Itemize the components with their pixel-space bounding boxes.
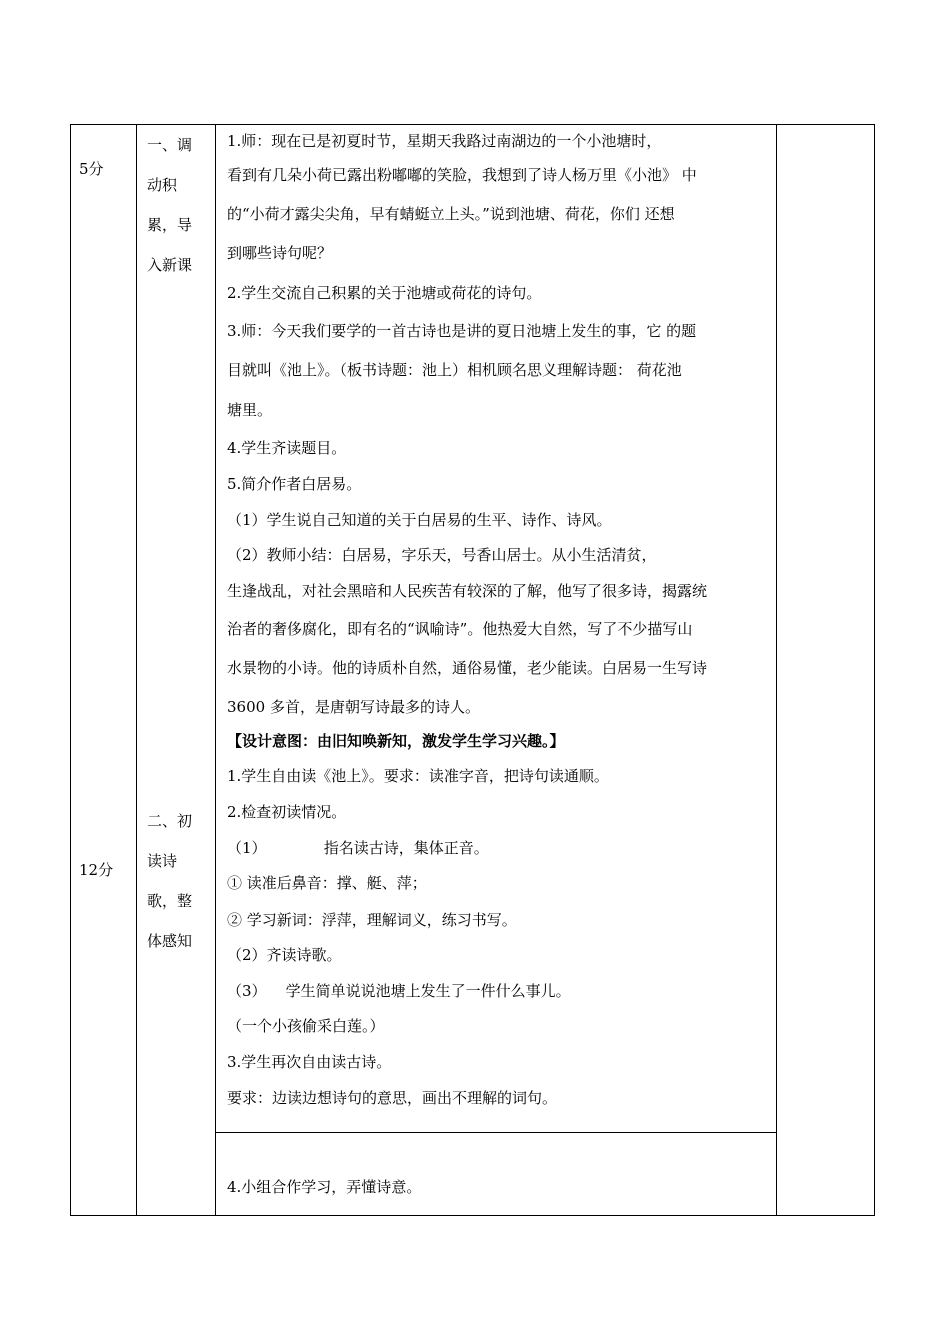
content-line: 的“小荷才露尖尖角，早有蜻蜓立上头。”说到池塘、荷花，你们 还想 bbox=[227, 205, 675, 223]
content-line: 生逢战乱，对社会黑暗和人民疾苦有较深的了解，他写了很多诗，揭露统 bbox=[227, 582, 708, 600]
content-line: 1.学生自由读《池上》。要求：读准字音，把诗句读通顺。 bbox=[227, 767, 609, 785]
content-line: 3600 多首，是唐朝写诗最多的诗人。 bbox=[227, 698, 480, 716]
time-cell-1: 5分 bbox=[79, 160, 104, 178]
content-line: 2.检查初读情况。 bbox=[227, 803, 347, 821]
content-line: 看到有几朵小荷已露出粉嘟嘟的笑脸，我想到了诗人杨万里《小池》 中 bbox=[227, 166, 697, 184]
content-line: 治者的奢侈腐化，即有名的“讽喻诗”。他热爱大自然，写了不少描写山 bbox=[227, 620, 693, 638]
design-intent: 【设计意图：由旧知唤新知，激发学生学习兴趣。】 bbox=[227, 732, 565, 750]
stage-2-line-3: 歌，整 bbox=[147, 892, 193, 910]
content-line: 要求：边读边想诗句的意思，画出不理解的词句。 bbox=[227, 1089, 558, 1107]
content-line: （2）齐读诗歌。 bbox=[227, 946, 342, 964]
content-separator bbox=[215, 1132, 776, 1133]
stage-2-line-2: 读诗 bbox=[147, 852, 178, 870]
lesson-plan-table bbox=[70, 124, 875, 1216]
content-line: （2）教师小结：白居易，字乐天，号香山居士。从小生活清贫， bbox=[227, 546, 657, 564]
stage-1-line-2: 动积 bbox=[147, 176, 178, 194]
stage-1-line-3: 累，导 bbox=[147, 216, 193, 234]
content-line: 2.学生交流自己积累的关于池塘或荷花的诗句。 bbox=[227, 284, 542, 302]
content-line: 3.师：今天我们要学的一首古诗也是讲的夏日池塘上发生的事，它 的题 bbox=[227, 322, 697, 340]
column-divider-3 bbox=[776, 125, 777, 1215]
content-line: （3） 学生简单说说池塘上发生了一件什么事儿。 bbox=[227, 982, 571, 1000]
content-line: ① 读准后鼻音：撑、艇、萍； bbox=[227, 874, 427, 892]
content-line: 3.学生再次自由读古诗。 bbox=[227, 1053, 392, 1071]
time-cell-2: 12分 bbox=[79, 861, 114, 879]
stage-2-line-4: 体感知 bbox=[147, 932, 193, 950]
content-line: 4.学生齐读题目。 bbox=[227, 439, 347, 457]
content-line: 5.简介作者白居易。 bbox=[227, 475, 362, 493]
content-line: 目就叫《池上》。（板书诗题：池上）相机顾名思义理解诗题： 荷花池 bbox=[227, 361, 682, 379]
content-line: 到哪些诗句呢？ bbox=[227, 244, 333, 262]
column-divider-1 bbox=[136, 125, 137, 1215]
content-line: 4.小组合作学习，弄懂诗意。 bbox=[227, 1178, 422, 1196]
stage-cell-1 bbox=[147, 125, 207, 285]
content-line: ② 学习新词：浮萍，理解词义，练习书写。 bbox=[227, 911, 517, 929]
content-line: 1.师：现在已是初夏时节，星期天我路过南湖边的一个小池塘时， bbox=[227, 132, 662, 150]
content-line: 塘里。 bbox=[227, 401, 273, 419]
stage-1-line-4: 入新课 bbox=[147, 256, 193, 274]
content-line: （1）学生说自己知道的关于白居易的生平、诗作、诗风。 bbox=[227, 511, 612, 529]
stage-cell-2 bbox=[147, 801, 207, 961]
content-line: （一个小孩偷采白莲。） bbox=[227, 1017, 385, 1035]
stage-1-line-1: 一、调 bbox=[147, 136, 193, 154]
content-line: （1） 指名读古诗，集体正音。 bbox=[227, 839, 489, 857]
column-divider-2 bbox=[215, 125, 216, 1215]
stage-2-line-1: 二、初 bbox=[147, 812, 193, 830]
content-line: 水景物的小诗。他的诗质朴自然，通俗易懂，老少能读。白居易一生写诗 bbox=[227, 659, 708, 677]
